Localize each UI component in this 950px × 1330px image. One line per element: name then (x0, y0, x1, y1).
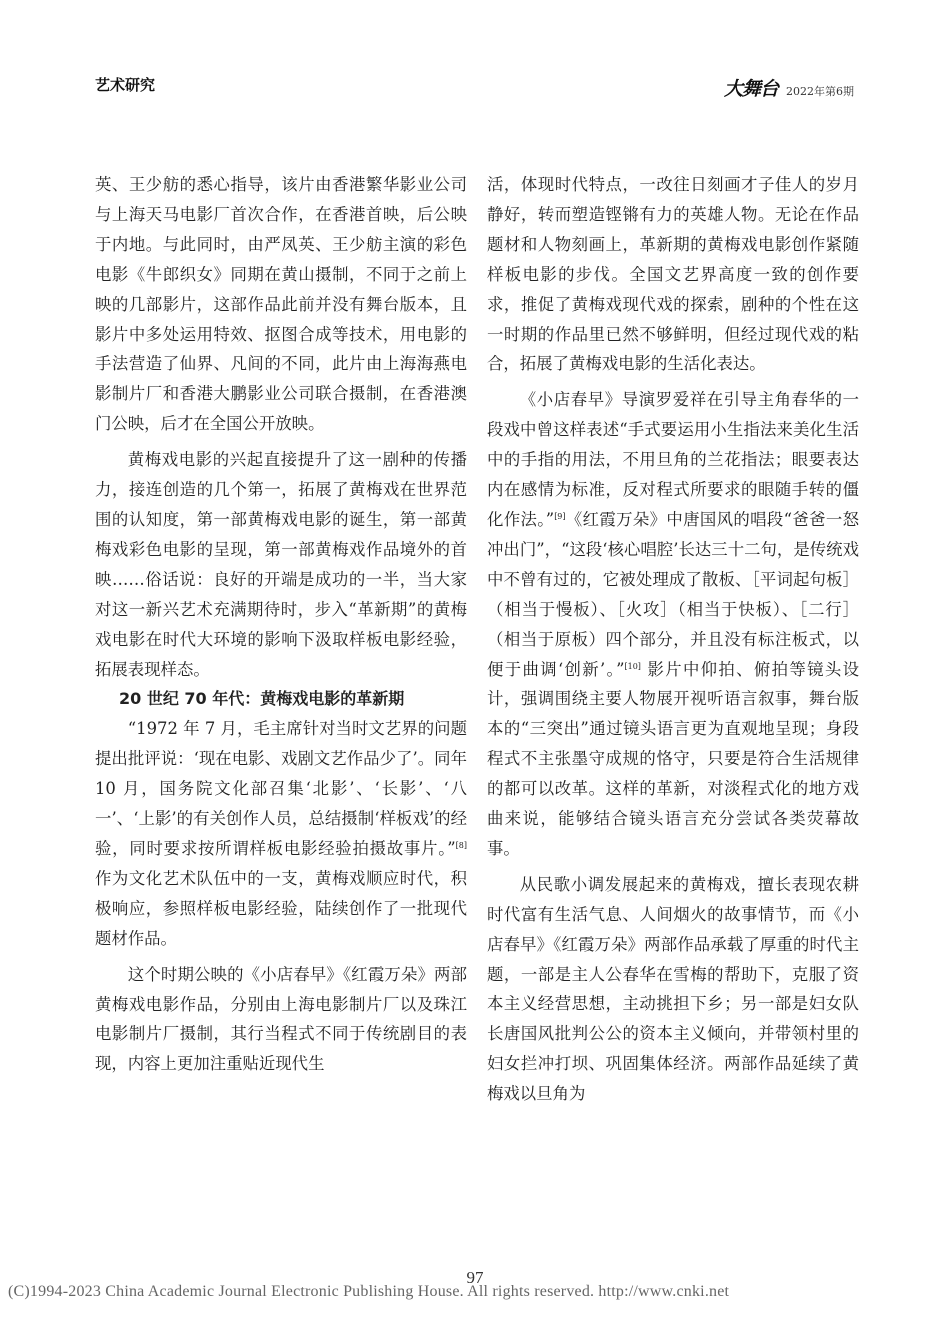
paragraph: 从民歌小调发展起来的黄梅戏，擅长表现农耕时代富有生活气息、人间烟火的故事情节，而《小店春早》《红霞万朵》两部作品承载了厚重的时代主题，一部是主人公春华在雪梅的帮助下，克服了资本主义经营思想，主动挑担下乡；另一部是妇女队长唐国风批判公公的资本主义倾向，并带领村里的妇女拦冲打坝、巩固集体经济。两部作品延续了黄梅戏以旦角为 (487, 874, 859, 1104)
quote-text: “1972 年 7 月，毛主席针对当时文艺界的问题提出批评说：‘现在电影、戏剧文艺作品少了’。同年 10 月，国务院文化部召集‘北影’、‘长影’、‘八一’、‘上影’的有关创作人员，总结摄制‘样板戏’的经验，同时要求按所谓样板电影经验拍摄故事片。” (95, 719, 467, 859)
paragraph: 活，体现时代特点，一改往日刻画才子佳人的岁月静好，转而塑造铿锵有力的英雄人物。无论在作品题材和人物刻画上，革新期的黄梅戏电影创作紧随样板电影的步伐。全国文艺界高度一致的创作要求，推促了黄梅戏现代戏的探索，剧种的个性在这一时期的作品里已然不够鲜明，但经过现代戏的粘合，拓展了黄梅戏电影的生活化表达。 (487, 175, 859, 374)
paragraph (487, 385, 859, 864)
journal-header (724, 74, 854, 101)
paragraph-text: 《小店春早》导演罗爱祥在引导主角春华的一段戏中曾这样表述“手式要运用小生指法来美化生活中的手指的用法，不用旦角的兰花指法；眼要表达内在感情为标准，反对程式所要求的眼随手转的僵化作法。” (487, 390, 859, 529)
paragraph: 这个时期公映的《小店春早》《红霞万朵》两部黄梅戏电影作品，分别由上海电影制片厂以及珠江电影制片厂摄制，其行当程式不同于传统剧目的表现，内容上更加注重贴近现代生 (95, 964, 467, 1074)
section-heading: 20 世纪 70 年代：黄梅戏电影的革新期 (119, 689, 405, 709)
issue-label: 2022年第6期 (786, 85, 854, 98)
paragraph-text: 作为文化艺术队伍中的一支，黄梅戏顺应时代，积极响应，参照样板电影经验，陆续创作了一批现代题材作品。 (95, 868, 467, 948)
citation-ref: [9] (554, 511, 566, 521)
left-column (95, 170, 467, 1079)
journal-logo: 大舞台 (723, 78, 778, 100)
citation-ref: [10] (624, 661, 641, 671)
paragraph-text: 影片中仰拍、俯拍等镜头设计，强调围绕主要人物展开视听语言叙事，舞台版本的“三突出”通过镜头语言更为直观地呈现；身段程式不主张墨守成规的恪守，只要是符合生活规律的都可以改革。这样的革新，对淡程式化的地方戏曲来说，能够结合镜头语言充分尝试各类荧幕故事。 (487, 659, 859, 858)
section-title: 艺术研究 (95, 76, 156, 94)
paragraph-text: 《红霞万朵》中唐国风的唱段“爸爸一怒冲出门”，“这段‘核心唱腔’长达三十二句，是传统戏中不曾有过的，它被处理成了散板、［平词起句板］（相当于慢板）、［火攻］（相当于快板）、［二行］（相当于原板）四个部分，并且没有标注板式，以便于曲调‘创新’。” (487, 509, 859, 679)
citation-ref: [8] (455, 841, 467, 851)
right-column (487, 170, 859, 1109)
paragraph: 英、王少舫的悉心指导，该片由香港繁华影业公司与上海天马电影厂首次合作，在香港首映，后公映于内地。与此同时，由严凤英、王少舫主演的彩色电影《牛郎织女》同期在黄山摄制，不同于之前上映的几部影片，这部作品此前并没有舞台版本，且影片中多处运用特效、抠图合成等技术，用电影的手法营造了仙界、凡间的不同，此片由上海海燕电影制片厂和香港大鹏影业公司联合摄制，在香港澳门公映，后才在全国公开放映。 (95, 175, 467, 434)
copyright-footer: (C)1994-2023 China Academic Journal Electronic Publishing House. All rights reserved. http://www.cnki.net (8, 1283, 730, 1300)
paragraph (95, 714, 467, 953)
page-number: 97 (466, 1268, 484, 1287)
paragraph: 黄梅戏电影的兴起直接提升了这一剧种的传播力，接连创造的几个第一，拓展了黄梅戏在世界范围的认知度，第一部黄梅戏电影的诞生，第一部黄梅戏彩色电影的呈现，第一部黄梅戏作品境外的首映……俗话说：良好的开端是成功的一半，当大家对这一新兴艺术充满期待时，步入“革新期”的黄梅戏电影在时代大环境的影响下汲取样板电影经验，拓展表现样态。 (95, 450, 467, 679)
